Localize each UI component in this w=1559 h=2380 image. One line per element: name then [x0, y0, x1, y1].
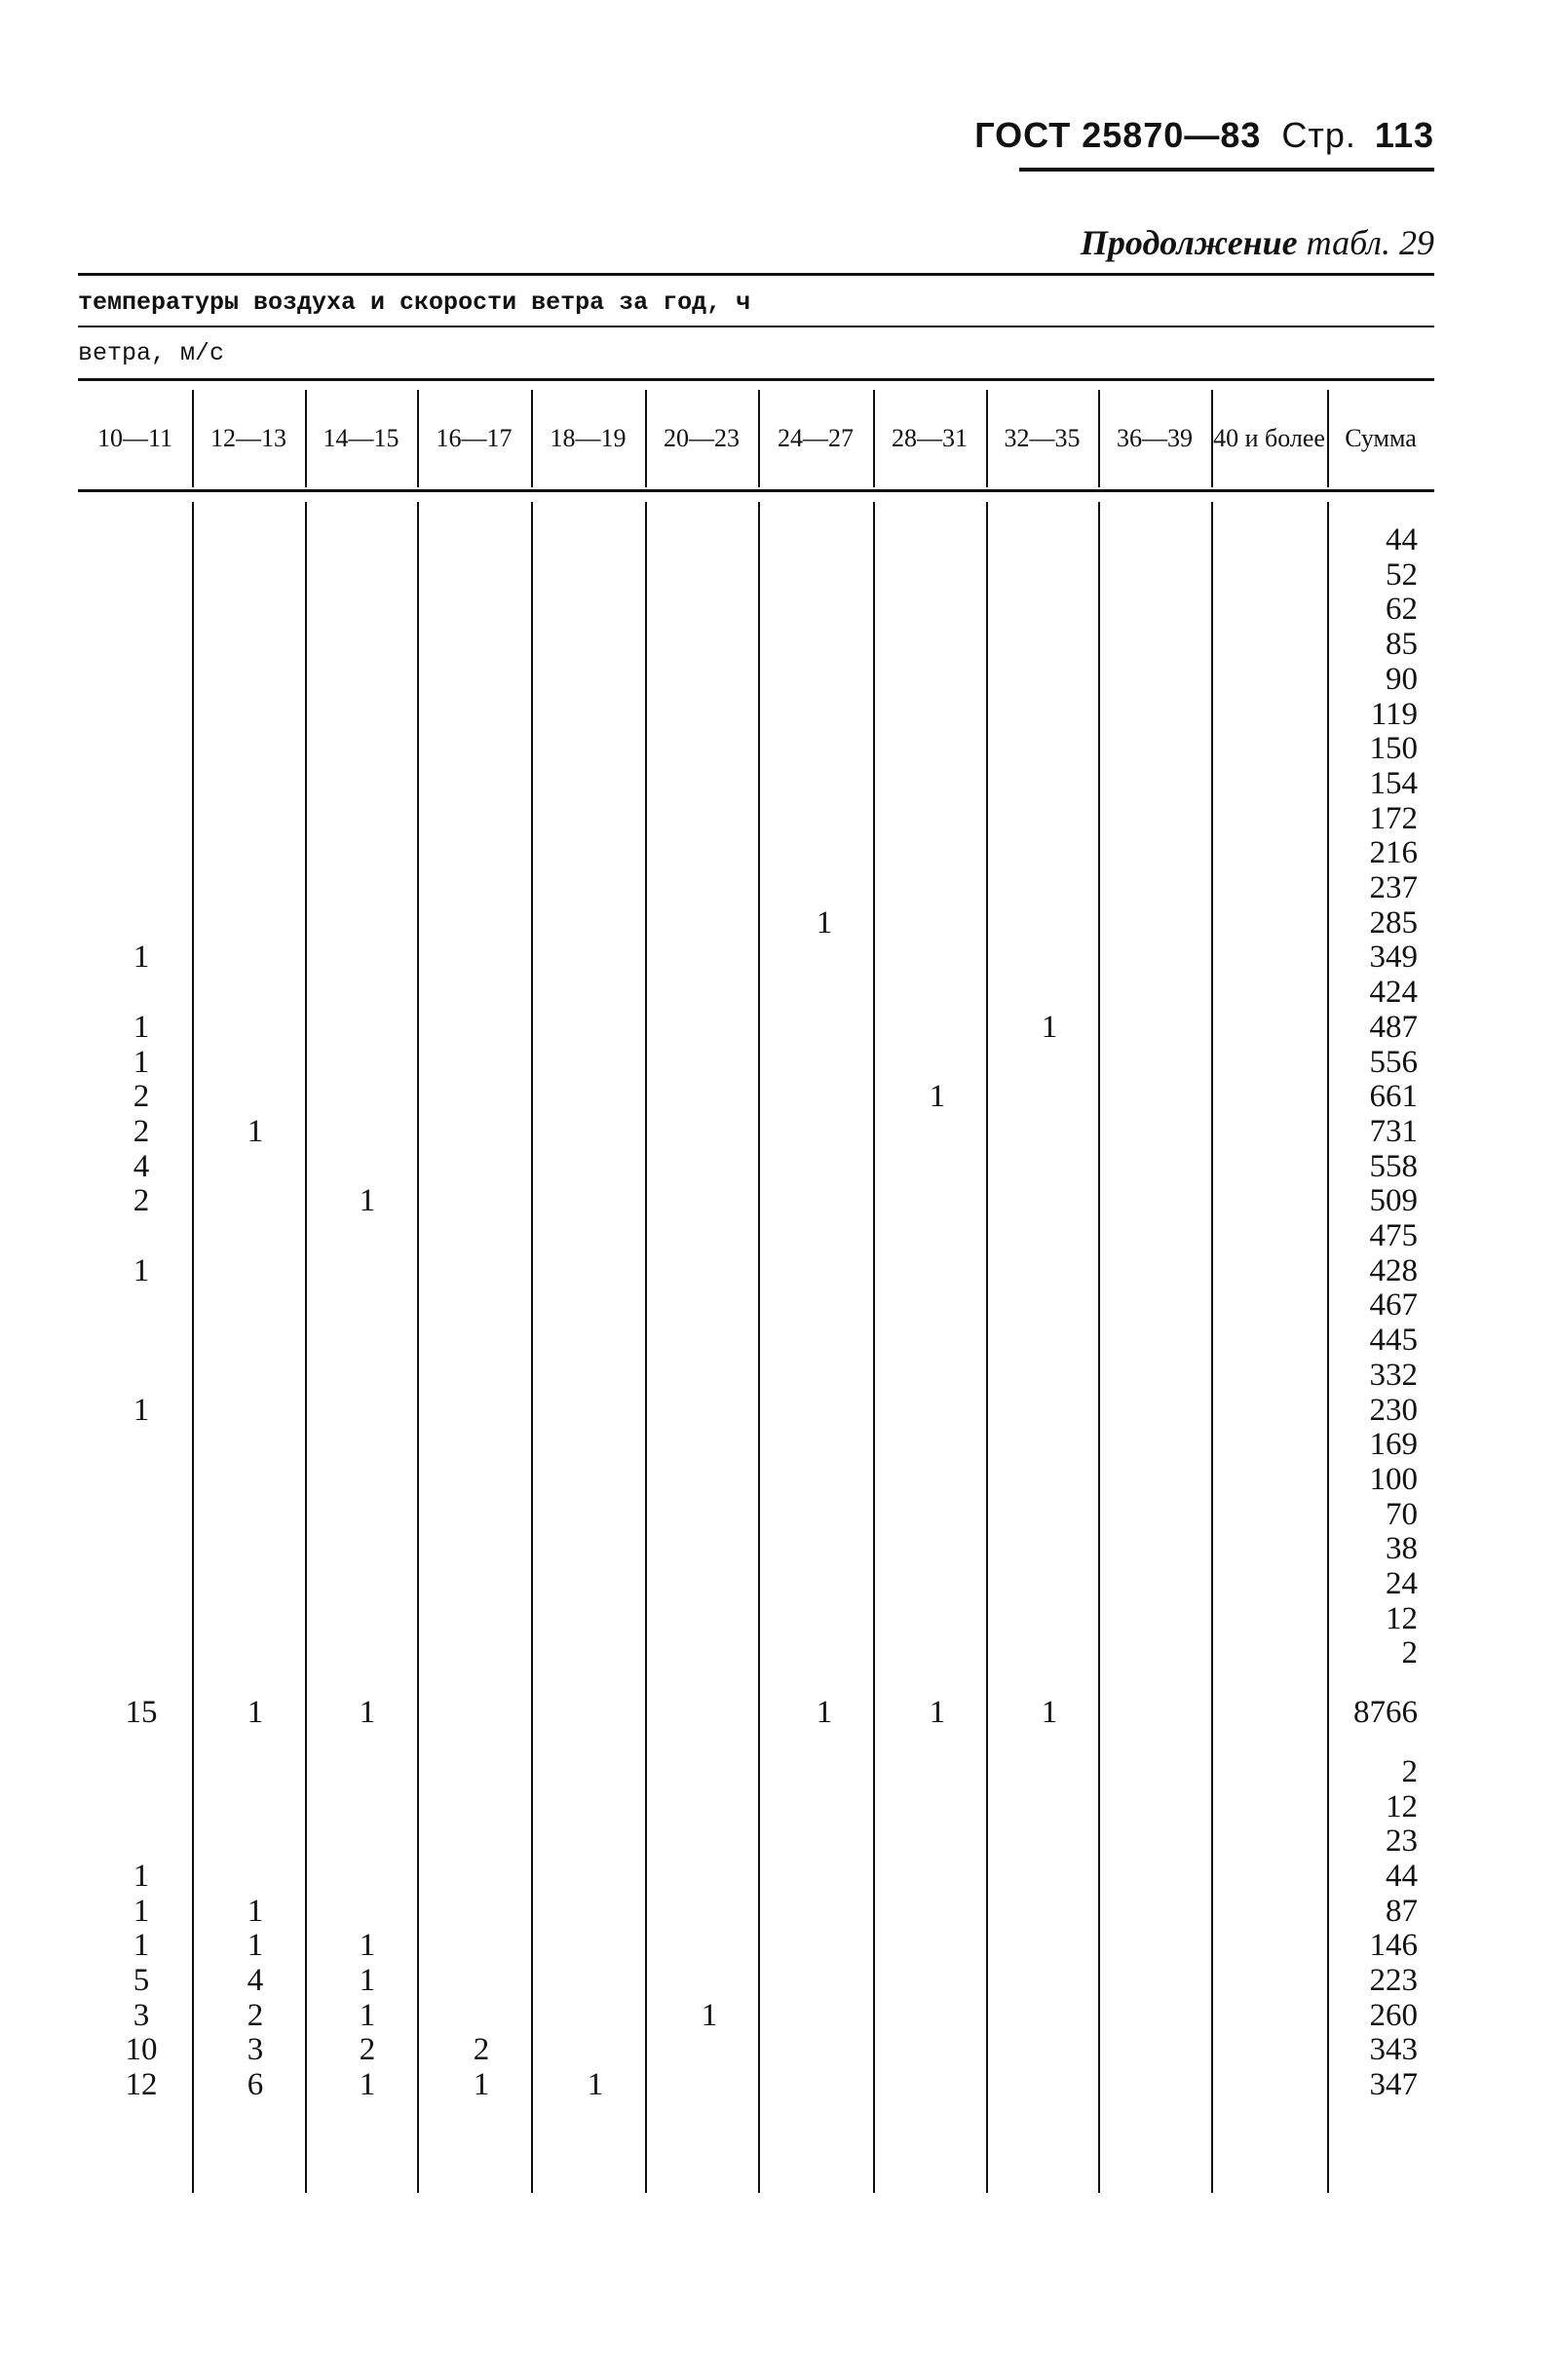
- table-cell: 1: [247, 1113, 264, 1149]
- row-sum: 85: [1386, 627, 1418, 663]
- row-sum: 2: [1401, 1635, 1418, 1671]
- row-sum: 558: [1369, 1148, 1418, 1184]
- table-cell: 10: [125, 2032, 158, 2068]
- table-cell: 15: [125, 1695, 158, 1731]
- body-column-divider: [417, 502, 419, 2193]
- table-cell: 1: [133, 1392, 150, 1428]
- body-column-divider: [531, 502, 533, 2193]
- table-cell: 1: [133, 1044, 150, 1080]
- table-cell: 1: [359, 1695, 376, 1731]
- table-cell: 1: [133, 1858, 150, 1894]
- header-column-divider: [873, 390, 875, 487]
- body-column-divider: [192, 502, 194, 2193]
- continuation-word: Продолжение: [1080, 223, 1298, 262]
- table-cell: 2: [359, 2032, 376, 2068]
- table-cell: 1: [929, 1079, 946, 1115]
- table-cell: 1: [359, 1963, 376, 1998]
- row-sum: 8766: [1353, 1695, 1418, 1731]
- row-sum: 285: [1369, 904, 1418, 940]
- table-cell: 1: [473, 2067, 490, 2103]
- column-header: 14—15: [323, 424, 399, 452]
- table-cell: 1: [133, 1252, 150, 1288]
- table-cell: 1: [587, 2067, 604, 2103]
- row-sum: 424: [1369, 975, 1418, 1011]
- row-sum: 87: [1386, 1893, 1418, 1929]
- row-sum: 347: [1369, 2067, 1418, 2103]
- header-column-divider: [417, 390, 419, 487]
- header-column-divider: [645, 390, 647, 487]
- table-cell: 1: [359, 1997, 376, 2033]
- standard-number: ГОСТ 25870—83: [974, 115, 1262, 155]
- table-cell: 3: [133, 1997, 150, 2033]
- body-column-divider: [986, 502, 988, 2193]
- header-column-divider: [1327, 390, 1329, 487]
- row-sum: 237: [1369, 870, 1418, 905]
- row-sum: 556: [1369, 1044, 1418, 1080]
- body-column-divider: [873, 502, 875, 2193]
- page-number: 113: [1374, 115, 1434, 155]
- row-sum: 661: [1369, 1079, 1418, 1115]
- table-cell: 1: [359, 1183, 376, 1219]
- column-header: 40 и более: [1213, 424, 1325, 452]
- row-sum: 731: [1369, 1113, 1418, 1149]
- column-header: 10—11: [96, 424, 173, 452]
- table-cell: 1: [701, 1997, 718, 2033]
- table-cell: 1: [247, 1695, 264, 1731]
- row-sum: 2: [1401, 1753, 1418, 1789]
- row-sum: 260: [1369, 1997, 1418, 2033]
- row-sum: 349: [1369, 940, 1418, 976]
- body-column-divider: [1211, 502, 1213, 2193]
- row-sum: 223: [1369, 1963, 1418, 1998]
- row-sum: 172: [1369, 800, 1418, 836]
- row-sum: 44: [1386, 522, 1418, 557]
- table-cell: 1: [929, 1695, 946, 1731]
- table-cell: 4: [133, 1148, 150, 1184]
- column-header: 18—19: [550, 424, 627, 452]
- table-cell: 5: [133, 1963, 150, 1998]
- row-sum: 62: [1386, 592, 1418, 628]
- table-cell: 1: [359, 1928, 376, 1964]
- header-column-divider: [986, 390, 988, 487]
- table-cell: 1: [816, 1695, 833, 1731]
- row-sum: 487: [1369, 1009, 1418, 1045]
- row-sum: 467: [1369, 1287, 1418, 1324]
- page-label: Стр.: [1281, 115, 1356, 155]
- row-sum: 90: [1386, 661, 1418, 697]
- column-header: 24—27: [778, 424, 854, 452]
- table-cell: 1: [1041, 1009, 1058, 1045]
- header-column-divider: [531, 390, 533, 487]
- table-cell: 2: [133, 1113, 150, 1149]
- header-top-rule: [78, 378, 1434, 381]
- row-sum: 475: [1369, 1218, 1418, 1253]
- row-sum: 12: [1386, 1788, 1418, 1824]
- header-column-divider: [758, 390, 760, 487]
- table-cell: 2: [133, 1079, 150, 1115]
- column-header: 28—31: [892, 424, 968, 452]
- table-cell: 12: [125, 2067, 158, 2103]
- body-column-divider: [1098, 502, 1100, 2193]
- row-sum: 119: [1370, 696, 1418, 732]
- table-continuation-label: [1081, 222, 1434, 263]
- column-header: 36—39: [1117, 424, 1193, 452]
- row-sum: 169: [1369, 1427, 1418, 1463]
- row-sum: 70: [1386, 1496, 1418, 1532]
- row-sum: 146: [1369, 1928, 1418, 1964]
- table-cell: 6: [247, 2067, 264, 2103]
- table-top-rule: [78, 273, 1434, 276]
- table-cell: 1: [133, 940, 150, 976]
- row-sum: 216: [1369, 835, 1418, 871]
- page-header: [974, 115, 1434, 156]
- header-rule: [1019, 168, 1434, 172]
- header-column-divider: [305, 390, 307, 487]
- row-sum: 44: [1386, 1858, 1418, 1894]
- row-sum: 428: [1369, 1252, 1418, 1288]
- row-sum: 332: [1369, 1357, 1418, 1393]
- row-sum: 343: [1369, 2032, 1418, 2068]
- column-header: Сумма: [1345, 424, 1417, 452]
- row-sum: 445: [1369, 1323, 1418, 1359]
- column-header: 32—35: [1004, 424, 1081, 452]
- column-header: 16—17: [436, 424, 513, 452]
- table-cell: 1: [816, 904, 833, 940]
- table-caption-line-1: температуры воздуха и скорости ветра за год, ч: [78, 288, 751, 317]
- table-cell: 1: [133, 1928, 150, 1964]
- header-column-divider: [192, 390, 194, 487]
- row-sum: 12: [1386, 1600, 1418, 1636]
- table-cell: 1: [247, 1928, 264, 1964]
- table-cell: 1: [133, 1893, 150, 1929]
- table-cell: 3: [247, 2032, 264, 2068]
- row-sum: 230: [1369, 1392, 1418, 1428]
- row-sum: 154: [1369, 765, 1418, 801]
- row-sum: 52: [1386, 557, 1418, 593]
- header-column-divider: [1211, 390, 1213, 487]
- table-cell: 1: [247, 1893, 264, 1929]
- table-cell: 1: [359, 2067, 376, 2103]
- table-caption-line-2: ветра, м/с: [78, 339, 225, 367]
- row-sum: 150: [1369, 731, 1418, 767]
- body-column-divider: [305, 502, 307, 2193]
- caption-rule: [78, 326, 1434, 327]
- row-sum: 100: [1369, 1461, 1418, 1497]
- row-sum: 23: [1386, 1823, 1418, 1860]
- column-header: 20—23: [664, 424, 740, 452]
- body-column-divider: [758, 502, 760, 2193]
- column-header: 12—13: [210, 424, 286, 452]
- row-sum: 24: [1386, 1566, 1418, 1601]
- table-reference: табл. 29: [1306, 223, 1434, 262]
- table-cell: 1: [1041, 1695, 1058, 1731]
- row-sum: 38: [1386, 1531, 1418, 1567]
- body-column-divider: [645, 502, 647, 2193]
- table-cell: 2: [133, 1183, 150, 1219]
- header-bottom-rule: [78, 489, 1434, 492]
- table-cell: 2: [473, 2032, 490, 2068]
- row-sum: 509: [1369, 1183, 1418, 1219]
- table-cell: 1: [133, 1009, 150, 1045]
- table-cell: 2: [247, 1997, 264, 2033]
- header-column-divider: [1098, 390, 1100, 487]
- table-cell: 4: [247, 1963, 264, 1998]
